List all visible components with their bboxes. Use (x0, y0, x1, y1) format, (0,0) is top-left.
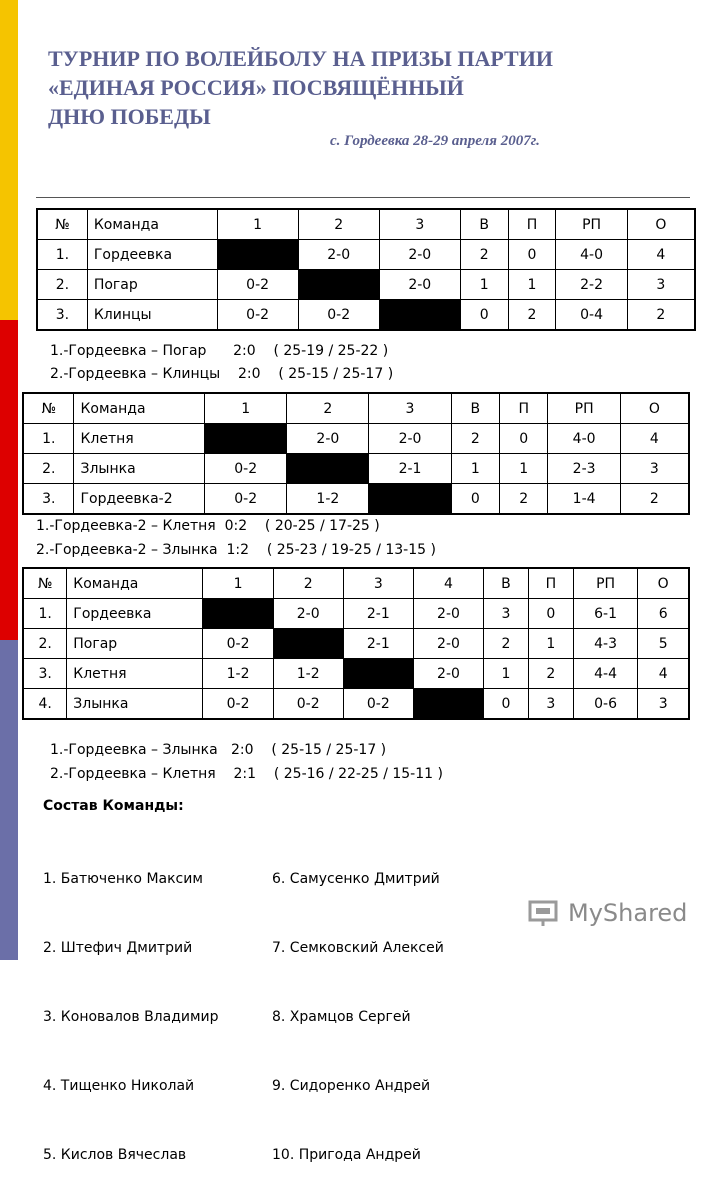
header-cell: 3 (379, 209, 460, 240)
table-cell: 4-0 (548, 424, 620, 454)
table-cell: 2-0 (298, 240, 379, 270)
table-cell: 1 (528, 629, 573, 659)
diagonal-black-cell (273, 629, 343, 659)
header-cell: 2 (298, 209, 379, 240)
table-cell: 2-0 (379, 270, 460, 300)
divider (36, 197, 690, 198)
table-cell: 4 (638, 659, 689, 689)
team-cell: Гордеевка (67, 599, 203, 629)
table-cell: 3 (620, 454, 689, 484)
table-cell: 2 (500, 484, 548, 515)
team-cell: Гордеевка (87, 240, 217, 270)
roster-item: 8. Храмцов Сергей (272, 1009, 411, 1025)
table-cell: 4-4 (573, 659, 637, 689)
table-cell: 0 (451, 484, 499, 515)
table-header-row (23, 393, 689, 424)
header-cell: 4 (413, 568, 483, 599)
table-cell: 5 (638, 629, 689, 659)
header-cell: РП (573, 568, 637, 599)
left-stripe-yellow (0, 0, 18, 320)
table-cell: 1 (451, 454, 499, 484)
table-cell: 2-1 (369, 454, 451, 484)
table-cell: 4-0 (556, 240, 627, 270)
table-cell: 0-2 (298, 300, 379, 331)
match-line: 1.-Гордеевка-2 – Клетня 0:2 ( 20-25 / 17-25 ) (36, 518, 380, 534)
header-cell: Команда (87, 209, 217, 240)
header-cell: В (451, 393, 499, 424)
table-cell: 1-4 (548, 484, 620, 515)
diagonal-black-cell (287, 454, 369, 484)
header-cell: 2 (287, 393, 369, 424)
table-cell: 4. (23, 689, 67, 720)
table-cell: 1 (484, 659, 529, 689)
header-cell: № (23, 568, 67, 599)
table-cell: 0-2 (343, 689, 413, 720)
table-cell: 2-2 (556, 270, 627, 300)
table-cell: 0-2 (217, 300, 298, 331)
header-cell: № (23, 393, 74, 424)
table-cell: 2-0 (273, 599, 343, 629)
title-line-3: ДНЮ ПОБЕДЫ (48, 104, 211, 129)
roster-item: 2. Штефич Дмитрий (43, 940, 193, 956)
table-cell: 3 (638, 689, 689, 720)
header-cell: РП (548, 393, 620, 424)
page-title (48, 44, 688, 131)
table-row (37, 300, 695, 331)
presentation-icon (528, 898, 562, 928)
table-cell: 0-4 (556, 300, 627, 331)
header-cell: РП (556, 209, 627, 240)
table-row (23, 424, 689, 454)
table-cell: 1. (23, 599, 67, 629)
diagonal-black-cell (205, 424, 287, 454)
table-row (37, 240, 695, 270)
table-cell: 1 (500, 454, 548, 484)
table-header-row (37, 209, 695, 240)
roster-left (43, 822, 219, 1190)
diagonal-black-cell (203, 599, 273, 629)
roster-item: 10. Пригода Андрей (272, 1147, 421, 1163)
table-cell: 0-2 (273, 689, 343, 720)
table-cell: 0 (500, 424, 548, 454)
table-cell: 2-1 (343, 629, 413, 659)
table-cell: 3 (627, 270, 695, 300)
header-cell: В (484, 568, 529, 599)
diagonal-black-cell (343, 659, 413, 689)
table-cell: 4 (627, 240, 695, 270)
diagonal-black-cell (217, 240, 298, 270)
table-cell: 2-0 (369, 424, 451, 454)
table-row (23, 599, 689, 629)
table-cell: 2. (23, 454, 74, 484)
diagonal-black-cell (369, 484, 451, 515)
header-cell: О (638, 568, 689, 599)
match-line: 1.-Гордеевка – Злынка 2:0 ( 25-15 / 25-17 ) (50, 742, 387, 758)
table-cell: 3. (23, 659, 67, 689)
header-cell: В (460, 209, 508, 240)
table-cell: 2-1 (343, 599, 413, 629)
table-cell: 4-3 (573, 629, 637, 659)
roster-item: 1. Батюченко Максим (43, 871, 203, 887)
header-cell: П (528, 568, 573, 599)
table-cell: 6-1 (573, 599, 637, 629)
header-cell: П (500, 393, 548, 424)
table-row (23, 659, 689, 689)
match-line: 2.-Гордеевка – Клетня 2:1 ( 25-16 / 22-25 / 15-11 ) (50, 766, 443, 782)
table-row (23, 689, 689, 720)
table-cell: 0-2 (217, 270, 298, 300)
table-cell: 6 (638, 599, 689, 629)
roster-item: 4. Тищенко Николай (43, 1078, 195, 1094)
table-cell: 0 (484, 689, 529, 720)
results-table-1 (36, 208, 696, 331)
left-stripe-red (0, 320, 18, 640)
diagonal-black-cell (413, 689, 483, 720)
table-cell: 1-2 (273, 659, 343, 689)
header-cell: П (508, 209, 556, 240)
table-cell: 2 (484, 629, 529, 659)
table-cell: 4 (620, 424, 689, 454)
table-row (23, 484, 689, 515)
table-cell: 2-0 (287, 424, 369, 454)
table-cell: 2 (627, 300, 695, 331)
roster-item: 6. Самусенко Дмитрий (272, 871, 440, 887)
watermark-logo (528, 898, 687, 928)
header-cell: Команда (74, 393, 205, 424)
table-cell: 0-2 (203, 689, 273, 720)
table-cell: 2. (37, 270, 87, 300)
table-cell: 2 (528, 659, 573, 689)
title-line-1: ТУРНИР ПО ВОЛЕЙБОЛУ НА ПРИЗЫ ПАРТИИ (48, 46, 553, 71)
team-cell: Погар (67, 629, 203, 659)
table-cell: 0-2 (203, 629, 273, 659)
team-cell: Гордеевка-2 (74, 484, 205, 515)
header-cell: 2 (273, 568, 343, 599)
team-cell: Погар (87, 270, 217, 300)
place-date: с. Гордеевка 28-29 апреля 2007г. (330, 133, 540, 149)
left-stripe-blue (0, 640, 18, 960)
table-cell: 1-2 (203, 659, 273, 689)
table-cell: 0-2 (205, 454, 287, 484)
table-cell: 0-6 (573, 689, 637, 720)
match-line: 2.-Гордеевка-2 – Злынка 1:2 ( 25-23 / 19-25 / 13-15 ) (36, 542, 436, 558)
header-cell: О (627, 209, 695, 240)
header-cell: 3 (343, 568, 413, 599)
table-cell: 2 (460, 240, 508, 270)
title-line-2: «ЕДИНАЯ РОССИЯ» ПОСВЯЩЁННЫЙ (48, 75, 464, 100)
table-cell: 2 (451, 424, 499, 454)
table-cell: 1-2 (287, 484, 369, 515)
header-cell: Команда (67, 568, 203, 599)
match-line: 1.-Гордеевка – Погар 2:0 ( 25-19 / 25-22 ) (50, 343, 389, 359)
watermark-text: MyShared (568, 899, 688, 927)
header-cell: 1 (217, 209, 298, 240)
table-cell: 0 (460, 300, 508, 331)
results-table-2 (22, 392, 690, 515)
table-cell: 2-0 (413, 659, 483, 689)
results-table-3 (22, 567, 690, 720)
header-cell: 3 (369, 393, 451, 424)
table-cell: 1 (508, 270, 556, 300)
team-cell: Злынка (67, 689, 203, 720)
table-cell: 2 (508, 300, 556, 331)
table-cell: 2-3 (548, 454, 620, 484)
match-line: 2.-Гордеевка – Клинцы 2:0 ( 25-15 / 25-17 ) (50, 366, 394, 382)
table-row (23, 454, 689, 484)
team-cell: Злынка (74, 454, 205, 484)
header-cell: 1 (205, 393, 287, 424)
header-cell: О (620, 393, 689, 424)
team-cell: Клетня (67, 659, 203, 689)
table-cell: 3. (37, 300, 87, 331)
roster-item: 7. Семковский Алексей (272, 940, 444, 956)
roster-heading: Состав Команды: (43, 798, 184, 814)
table-cell: 1. (23, 424, 74, 454)
roster-item: 5. Кислов Вячеслав (43, 1147, 187, 1163)
table-cell: 2-0 (413, 629, 483, 659)
table-cell: 3 (528, 689, 573, 720)
table-cell: 0 (528, 599, 573, 629)
table-cell: 2-0 (413, 599, 483, 629)
table-cell: 0-2 (205, 484, 287, 515)
team-cell: Клетня (74, 424, 205, 454)
team-cell: Клинцы (87, 300, 217, 331)
table-cell: 1. (37, 240, 87, 270)
roster-item: 3. Коновалов Владимир (43, 1009, 219, 1025)
diagonal-black-cell (379, 300, 460, 331)
table-cell: 1 (460, 270, 508, 300)
table-cell: 2-0 (379, 240, 460, 270)
table-row (23, 629, 689, 659)
table-cell: 2. (23, 629, 67, 659)
roster-item: 9. Сидоренко Андрей (272, 1078, 431, 1094)
table-cell: 2 (620, 484, 689, 515)
header-cell: 1 (203, 568, 273, 599)
roster-right (272, 822, 444, 1190)
table-cell: 0 (508, 240, 556, 270)
table-row (37, 270, 695, 300)
table-cell: 3. (23, 484, 74, 515)
table-cell: 3 (484, 599, 529, 629)
diagonal-black-cell (298, 270, 379, 300)
table-header-row (23, 568, 689, 599)
header-cell: № (37, 209, 87, 240)
